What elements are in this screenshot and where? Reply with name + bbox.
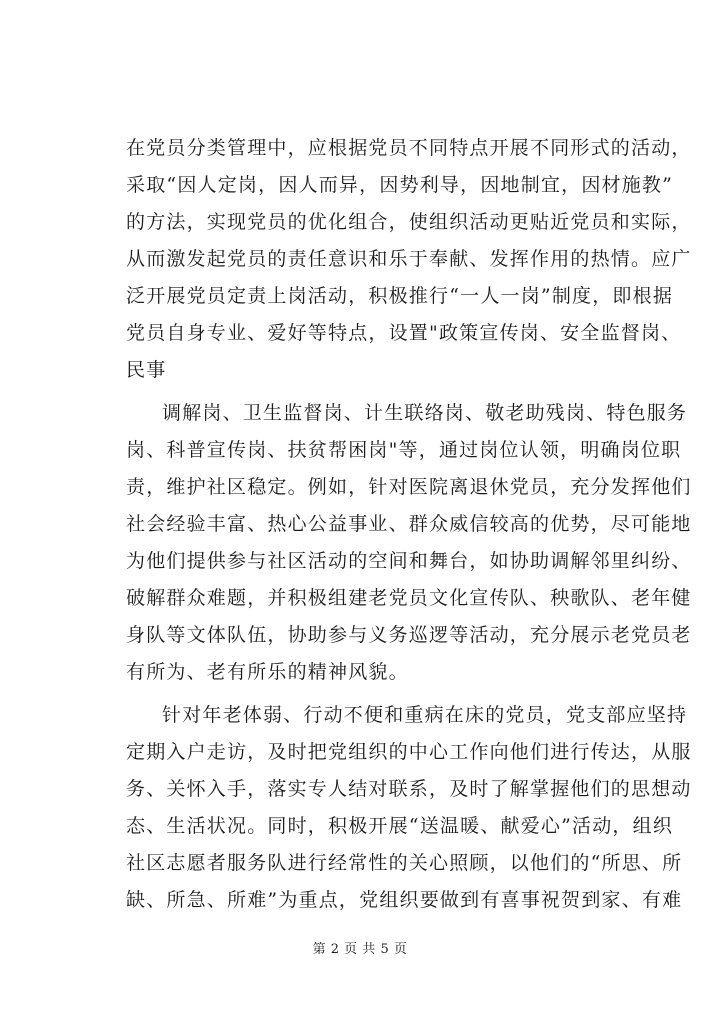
text-line: 在党员分类管理中，应根据党员不同特点开展不同形式的活动， xyxy=(126,137,692,159)
text-line: 岗、科普宣传岗、扶贫帮困岗"等，通过岗位认领，明确岗位职 xyxy=(126,439,682,461)
text-line: 社会经验丰富、热心公益事业、群众威信较高的优势，尽可能地 xyxy=(126,513,692,535)
text-line: 针对年老体弱、行动不便和重病在床的党员，党支部应坚持 xyxy=(162,704,688,726)
paragraph xyxy=(126,395,692,691)
text-line: 责，维护社区稳定。例如，针对医院离退休党员，充分发挥他们 xyxy=(126,476,692,498)
text-line: 党员自身专业、爱好等特点，设置"政策宣传岗、安全监督岗、 xyxy=(126,322,682,344)
text-line: 泛开展党员定责上岗活动，积极推行“一人一岗”制度，即根据 xyxy=(126,285,674,307)
text-line: 态、生活状况。同时，积极开展“送温暖、献爱心”活动，组织 xyxy=(126,815,674,837)
paragraph xyxy=(126,697,692,919)
text-line: 破解群众难题，并积极组建老党员文化宣传队、秧歌队、老年健 xyxy=(126,587,692,609)
page-footer: 第 2 页 共 5 页 xyxy=(312,942,408,957)
text-line: 社区志愿者服务队进行经常性的关心照顾，以他们的“所思、所 xyxy=(126,852,683,874)
text-line: 有所为、老有所乐的精神风貌。 xyxy=(126,661,409,683)
text-line: 身队等文体队伍，协助参与义务巡逻等活动，充分展示老党员老 xyxy=(126,624,692,646)
text-line: 为他们提供参与社区活动的空间和舞台，如协助调解邻里纠纷、 xyxy=(126,550,692,572)
paragraph xyxy=(126,130,692,389)
text-line: 的方法，实现党员的优化组合，使组织活动更贴近党员和实际， xyxy=(126,211,692,233)
text-line: 缺、所急、所难”为重点，党组织要做到有喜事祝贺到家、有难 xyxy=(126,889,683,911)
text-line: 务、关怀入手，落实专人结对联系，及时了解掌握他们的思想动 xyxy=(126,778,692,800)
text-line: 从而激发起党员的责任意识和乐于奉献、发挥作用的热情。应广 xyxy=(126,248,692,270)
text-line: 定期入户走访，及时把党组织的中心工作向他们进行传达，从服 xyxy=(126,741,692,763)
body-text xyxy=(126,130,692,919)
text-line: 民事 xyxy=(126,359,167,381)
text-line: 调解岗、卫生监督岗、计生联络岗、敬老助残岗、特色服务 xyxy=(162,402,688,424)
text-line: 采取“因人定岗，因人而异，因势利导，因地制宜，因材施教” xyxy=(126,174,674,196)
